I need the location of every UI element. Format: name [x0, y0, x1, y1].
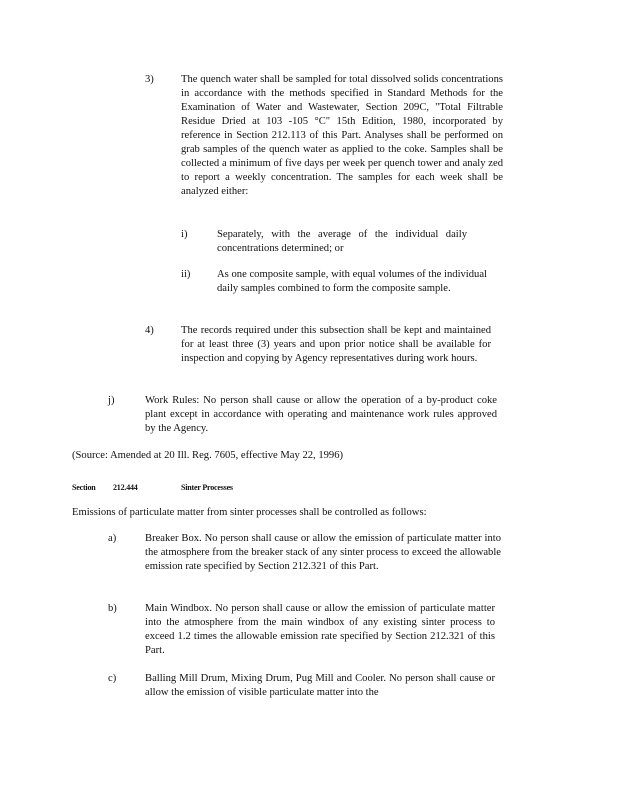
subitem-text-i: Separately, with the average of the individual daily concentrations determined; or	[217, 229, 467, 254]
source-note: (Source: Amended at 20 Ill. Reg. 7605, effective May 22, 1996)	[72, 450, 344, 461]
subsection-label-c: c)	[108, 673, 117, 684]
subsection-text-a: Breaker Box. No person shall cause or allow the emission of particulate matter into the atmosphere from the breaker stack of any sinter process to exceed the allowable emission rate specified by Section 212.321 of this Part.	[145, 533, 501, 572]
subitem-text-ii: As one composite sample, with equal volumes of the individual daily samples combined to form the composite sample.	[217, 269, 487, 294]
item-text-4: The records required under this subsection shall be kept and maintained for at least three (3) years and upon prior notice shall be available for inspection and copying by Agency representatives during work hours.	[181, 325, 491, 364]
item-text-3: The quench water shall be sampled for total dissolved solids concentrations in accordance with the methods specified in Standard Methods for the Examination of Water and Wastewater, Section 209C, "Total Filtrable Residue Dried at 103 -105 °C" 15th Edition, 1980, incorporated by reference in Section 212.113 of this Part. Analyses shall be performed on grab samples of the quench water as applied to the coke. Samples shall be collected a minimum of five days per week per quench tower and analy zed to report a weekly concentration. The samples for each week shall be analyzed either:	[181, 74, 503, 197]
subsection-text-b: Main Windbox. No person shall cause or allow the emission of particulate matter into the atmosphere from the main windbox of any existing sinter process to exceed 1.2 times the allowable emission rate specified by Section 212.321 of this Part.	[145, 603, 495, 656]
section-intro: Emissions of particulate matter from sinter processes shall be controlled as follows:	[72, 507, 427, 518]
item-label-3: 3)	[145, 74, 154, 85]
subsection-label-a: a)	[108, 533, 117, 544]
item-label-j: j)	[108, 395, 115, 406]
subsection-label-b: b)	[108, 603, 117, 614]
item-text-j: Work Rules: No person shall cause or allow the operation of a by-product coke plant except in accordance with operating and maintenance work rules approved by the Agency.	[145, 395, 497, 434]
subitem-label-ii: ii)	[181, 269, 191, 280]
section-label: Section	[72, 483, 96, 492]
section-number: 212.444	[113, 483, 138, 492]
item-label-4: 4)	[145, 325, 154, 336]
subitem-label-i: i)	[181, 229, 188, 240]
subsection-text-c: Balling Mill Drum, Mixing Drum, Pug Mill and Cooler. No person shall cause or allow the emission of visible particulate matter into the	[145, 673, 495, 698]
section-title: Sinter Processes	[181, 483, 233, 492]
